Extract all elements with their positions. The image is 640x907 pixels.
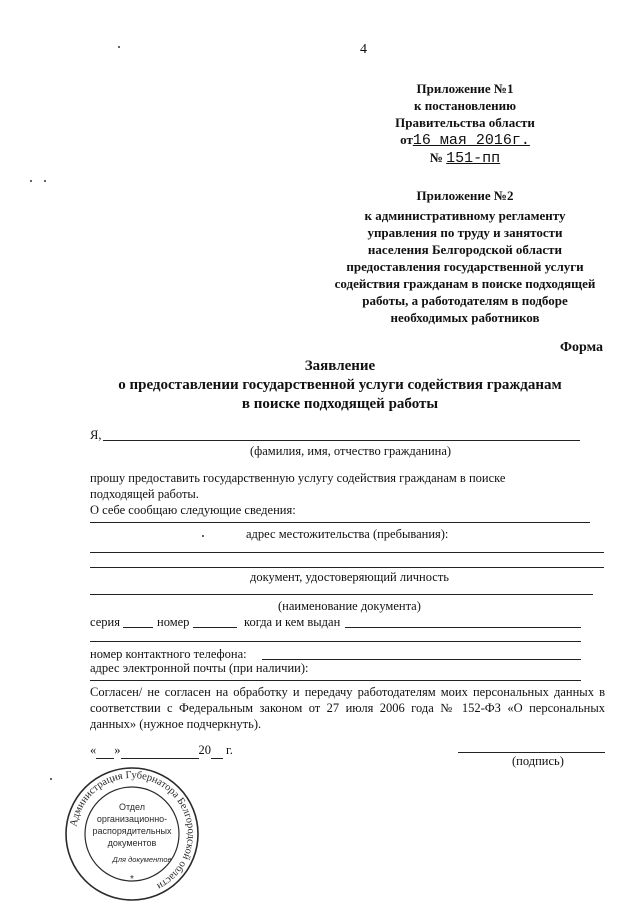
document-title-line3: в поиске подходящей работы [241,396,439,412]
appendix1-line3: Правительства области [395,115,535,130]
fio-caption: (фамилия, имя, отчество гражданина) [250,444,452,458]
issued-field-line[interactable] [345,627,581,628]
year-prefix: 20 [198,743,211,757]
document-name-caption: (наименование документа) [278,599,421,613]
phone-field-line[interactable] [262,659,581,660]
appendix1-number [380,149,550,167]
appendix1-date-value: 16 мая 2016г. [412,132,530,149]
stamp-line2: организационно- [96,814,168,824]
fio-field-line[interactable] [103,440,580,441]
scan-speck [50,778,52,780]
scan-speck [202,535,204,537]
year-field[interactable] [211,742,223,759]
issued-label: когда и кем выдан [244,615,341,629]
appendix1-date [380,131,550,149]
info-field-line[interactable] [90,522,590,523]
appendix1-block [380,80,550,167]
document-title: Заявление [304,358,376,374]
address-caption: адрес местожительства (пребывания): [246,527,449,541]
stamp-line3: распорядительных [92,826,172,836]
i-label: Я, [90,428,102,442]
email-label: адрес электронной почты (при наличии): [90,661,309,675]
document-title-line2: о предоставлении государственной услуги содействия гражданам [118,377,562,393]
appendix1-line2: к постановлению [413,98,517,113]
date-close-quote: » [114,743,121,757]
date-open-quote: « [90,743,97,757]
series-field-line[interactable] [123,627,153,628]
number-label: номер [157,615,190,629]
signature-caption: (подпись) [512,754,564,768]
address-field-line-1[interactable] [90,552,604,553]
email-field-line[interactable] [90,680,581,681]
appendix2-line8: необходимых работников [390,310,540,325]
scan-speck [30,180,32,182]
stamp-bottom: Для документов [112,855,172,864]
appendix1-title: Приложение №1 [416,81,514,96]
consent-text: Согласен/ не согласен на обработку и передачу работодателям моих персональных данных в соответствии с Федеральным законом от 27 июля 2006 года № 152-ФЗ «О персональных данных» (нужное подчеркнуть). [90,685,605,731]
stamp-ring-text: Администрация Губернатора Белгородской области [68,769,197,892]
appendix1-number-value: 151-пп [446,150,501,167]
request-text-line2: подходящей работы. [90,487,199,501]
date-row [90,742,233,759]
stamp-line1: Отдел [118,802,146,812]
appendix2-line4: населения Белгородской области [367,242,563,257]
address-field-line-2[interactable] [90,567,604,568]
appendix2-line7: работы, а работодателям в подборе [362,293,568,308]
appendix1-date-prefix: от [400,132,413,147]
appendix2-line6: содействия гражданам в поиске подходящей [334,276,596,291]
document-caption: документ, удостоверяющий личность [250,570,450,584]
appendix2-line3: управления по труду и занятости [367,225,563,240]
document-field-line[interactable] [90,594,593,595]
appendix1-number-prefix: № [429,150,443,165]
phone-label: номер контактного телефона: [90,647,247,661]
stamp-seal [62,766,202,902]
year-suffix: г. [226,743,233,757]
month-field[interactable] [121,742,199,759]
appendix2-block [330,187,600,326]
issued-field-line-2[interactable] [90,641,581,642]
signature-line[interactable] [458,752,605,753]
stamp-star: * [130,874,134,885]
series-label: серия [90,615,120,629]
request-text-line1: прошу предоставить государственную услугу содействия гражданам в поиске [90,471,506,485]
appendix2-title: Приложение №2 [416,188,514,203]
scan-speck [118,46,120,48]
page-number: 4 [360,42,367,57]
number-field-line[interactable] [193,627,237,628]
about-me-label: О себе сообщаю следующие сведения: [90,503,296,517]
form-label: Форма [560,340,604,355]
scan-speck [44,180,46,182]
appendix2-line5: предоставления государственной услуги [346,259,584,274]
day-field[interactable] [96,742,114,759]
appendix2-line2: к административному регламенту [364,208,566,223]
office-stamp [62,766,202,902]
stamp-line4: документов [107,838,157,848]
